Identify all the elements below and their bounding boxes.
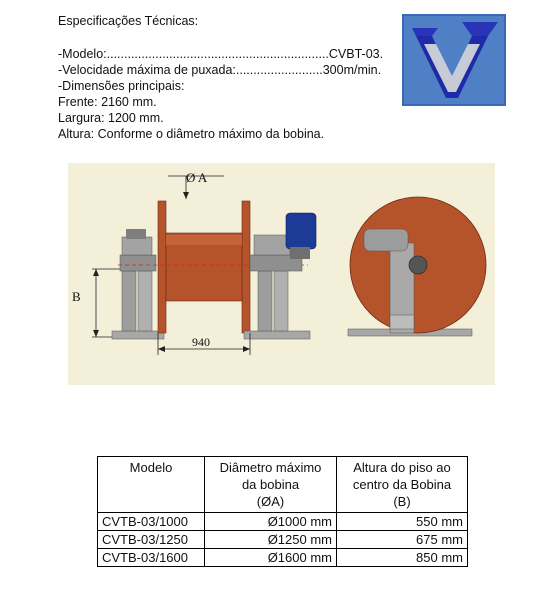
spec-height-line: Altura: Conforme o diâmetro máximo da bobina. xyxy=(58,127,325,141)
spec-dimensions-heading: -Dimensões principais: xyxy=(58,79,185,93)
table-row xyxy=(98,549,468,567)
spec-width-line: Largura: 1200 mm. xyxy=(58,111,164,125)
height-label: B xyxy=(72,289,81,304)
width-label: 940 xyxy=(192,335,210,349)
table-row xyxy=(98,531,468,549)
table-header-row xyxy=(98,457,468,513)
header-diameter: Diâmetro máximo da bobina (ØA) xyxy=(205,457,337,513)
spec-speed-line: -Velocidade máxima de puxada:.........................300m/min. xyxy=(58,63,382,77)
row-model: CVTB-03/1000 xyxy=(98,513,205,531)
row-height: 675 mm xyxy=(337,531,468,549)
winder-drawing xyxy=(68,163,495,385)
row-diameter: Ø1250 mm xyxy=(205,531,337,549)
spec-model-line: -Modelo:................................................................CVBT-03. xyxy=(58,47,384,61)
row-height: 850 mm xyxy=(337,549,468,567)
models-table xyxy=(97,456,468,567)
header-model: Modelo xyxy=(98,457,205,513)
row-height: 550 mm xyxy=(337,513,468,531)
spec-front-line: Frente: 2160 mm. xyxy=(58,95,157,109)
row-model: CVTB-03/1600 xyxy=(98,549,205,567)
row-diameter: Ø1600 mm xyxy=(205,549,337,567)
header-height: Altura do piso ao centro da Bobina (B) xyxy=(337,457,468,513)
row-diameter: Ø1000 mm xyxy=(205,513,337,531)
company-logo xyxy=(402,14,506,106)
table-row xyxy=(98,513,468,531)
motor-front xyxy=(286,213,316,249)
diameter-label: Ø A xyxy=(186,170,208,185)
row-model: CVTB-03/1250 xyxy=(98,531,205,549)
spec-title: Especificações Técnicas: xyxy=(58,14,199,28)
